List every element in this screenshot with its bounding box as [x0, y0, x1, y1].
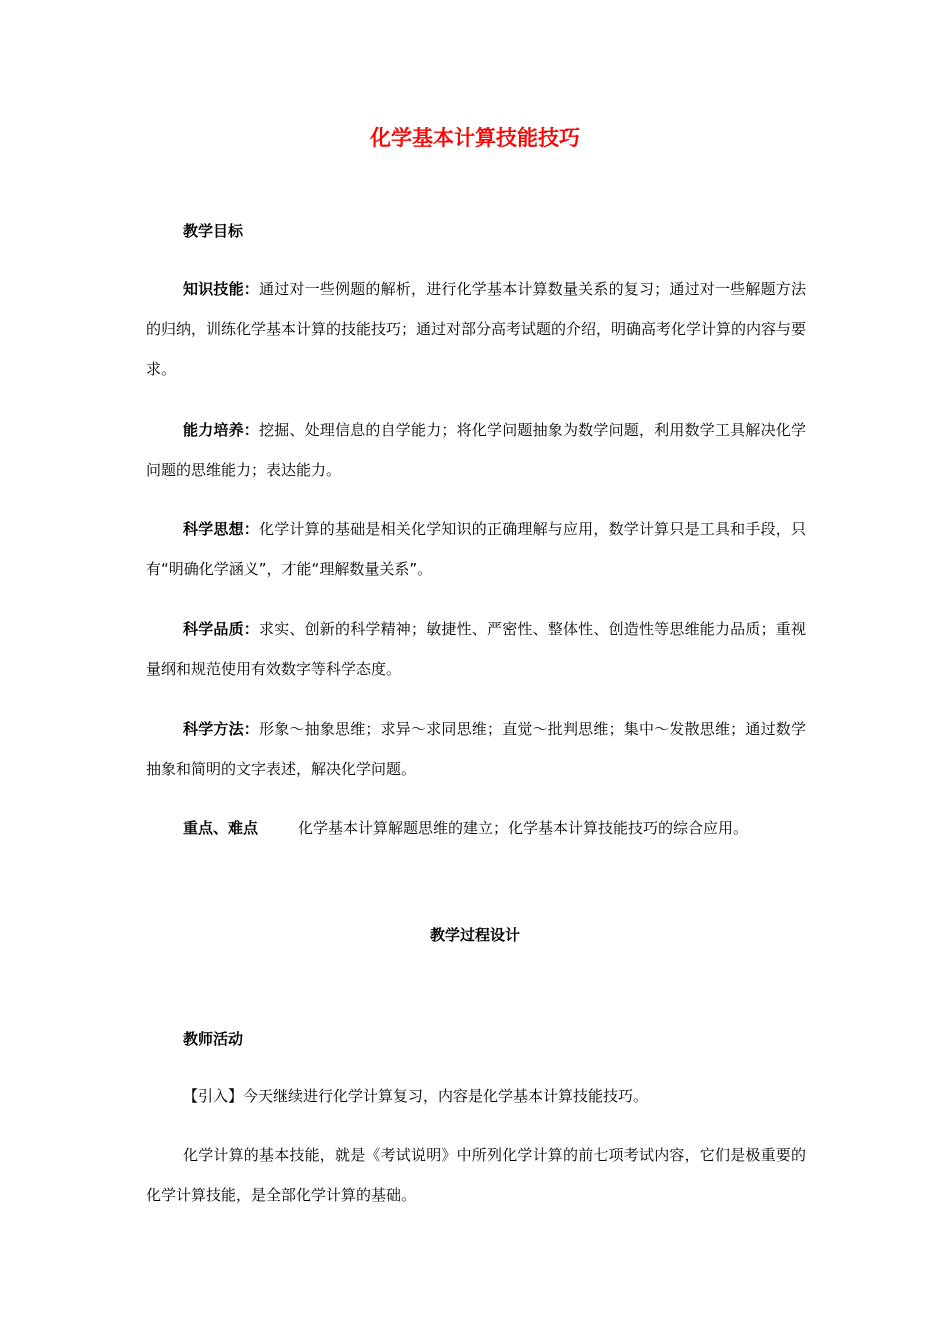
knowledge-skills-label: 知识技能：: [183, 280, 259, 298]
scientific-quality-label: 科学品质：: [183, 620, 259, 638]
key-points-label: 重点、难点: [183, 819, 259, 837]
teacher-activity-heading: 教师活动: [183, 1030, 244, 1048]
teaching-process-heading: 教学过程设计: [429, 926, 520, 944]
key-points-paragraph: [146, 808, 806, 848]
scientific-method-paragraph: [146, 709, 806, 789]
scientific-method-text: 形象～抽象思维；求异～求同思维；直觉～批判思维；集中～发散思维；通过数学抽象和简明的文字表述，解决化学问题。: [146, 720, 806, 778]
scientific-thought-label: 科学思想：: [183, 520, 259, 538]
intro-paragraph: 【引入】今天继续进行化学计算复习，内容是化学基本计算技能技巧。: [183, 1087, 649, 1105]
scientific-quality-text: 求实、创新的科学精神；敏捷性、严密性、整体性、创造性等思维能力品质；重视量纲和规范使用有效数字等科学态度。: [146, 620, 806, 678]
knowledge-skills-text: 通过对一些例题的解析，进行化学基本计算数量关系的复习；通过对一些解题方法的归纳，训练化学基本计算的技能技巧；通过对部分高考试题的介绍，明确高考化学计算的内容与要求。: [146, 280, 807, 378]
key-points-text: 化学基本计算解题思维的建立；化学基本计算技能技巧的综合应用。: [298, 819, 749, 837]
scientific-quality-paragraph: [146, 609, 806, 689]
document-title: 化学基本计算技能技巧: [370, 126, 580, 150]
scientific-method-label: 科学方法：: [183, 720, 259, 738]
basic-skills-paragraph: 化学计算的基本技能，就是《考试说明》中所列化学计算的前七项考试内容，它们是极重要的化学计算技能，是全部化学计算的基础。: [146, 1146, 806, 1204]
knowledge-skills-paragraph: [146, 269, 806, 389]
teaching-goals-heading: 教学目标: [183, 222, 244, 240]
ability-label: 能力培养：: [183, 421, 259, 439]
scientific-thought-paragraph: [146, 509, 806, 589]
ability-paragraph: [146, 410, 806, 490]
ability-text: 挖掘、处理信息的自学能力；将化学问题抽象为数学问题，利用数学工具解决化学问题的思维能力；表达能力。: [146, 421, 806, 479]
scientific-thought-text: 化学计算的基础是相关化学知识的正确理解与应用，数学计算只是工具和手段，只有“明确化学涵义”，才能“理解数量关系”。: [146, 520, 806, 578]
